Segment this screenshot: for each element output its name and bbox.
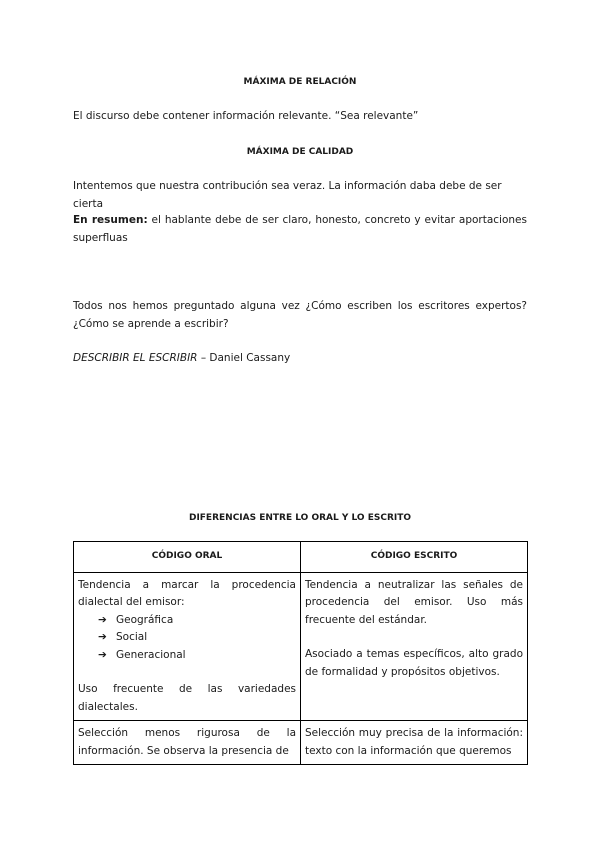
resumen-paragraph [73,211,527,247]
list-item: ➔ Geográfica [78,612,296,630]
arrow-right-icon: ➔ [98,648,107,661]
cell-escrito-row1 [301,572,528,721]
reference-line [73,349,527,367]
reference-author: – Daniel Cassany [197,352,291,364]
oral-intro: Tendencia a marcar la procedencia dialectal del emisor: [78,578,296,608]
header-codigo-oral: CÓDIGO ORAL [74,542,301,573]
cell-oral-row2: Selección menos rigurosa de la información. Se observa la presencia de [74,721,301,765]
escrito-paragraph-1: Tendencia a neutralizar las señales de procedencia del emisor. Uso más frecuente del estándar. [305,578,523,626]
table-row [74,572,528,721]
list-item: ➔ Generacional [78,647,296,665]
table-header-row [74,542,528,573]
header-codigo-escrito: CÓDIGO ESCRITO [301,542,528,573]
resumen-text: el hablante debe de ser claro, honesto, concreto y evitar aportaciones superfluas [73,214,527,244]
cell-escrito-row2: Selección muy precisa de la información: texto con la información que queremos [301,721,528,765]
heading-maxima-relacion: MÁXIMA DE RELACIÓN [243,77,357,87]
list-item: ➔ Social [78,629,296,647]
heading-maxima-calidad: MÁXIMA DE CALIDAD [246,147,354,157]
relacion-paragraph: El discurso debe contener información relevante. “Sea relevante” [73,110,419,122]
calidad-paragraph: Intentemos que nuestra contribución sea veraz. La información daba debe de ser cierta [73,180,502,210]
arrow-right-icon: ➔ [98,613,107,626]
table-title: DIFERENCIAS ENTRE LO ORAL Y LO ESCRITO [188,513,412,523]
resumen-label: En resumen: [73,214,148,226]
differences-table [73,541,528,765]
reference-title: DESCRIBIR EL ESCRIBIR [73,352,198,364]
cell-oral-row1 [74,572,301,721]
table-row [74,721,528,765]
question-paragraph: Todos nos hemos preguntado alguna vez ¿Cómo escriben los escritores expertos? ¿Cómo se aprende a escribir? [73,300,527,330]
oral-outro: Uso frecuente de las variedades dialectales. [78,683,296,713]
escrito-paragraph-2: Asociado a temas específicos, alto grado de formalidad y propósitos objetivos. [305,648,523,678]
arrow-right-icon: ➔ [98,631,107,643]
